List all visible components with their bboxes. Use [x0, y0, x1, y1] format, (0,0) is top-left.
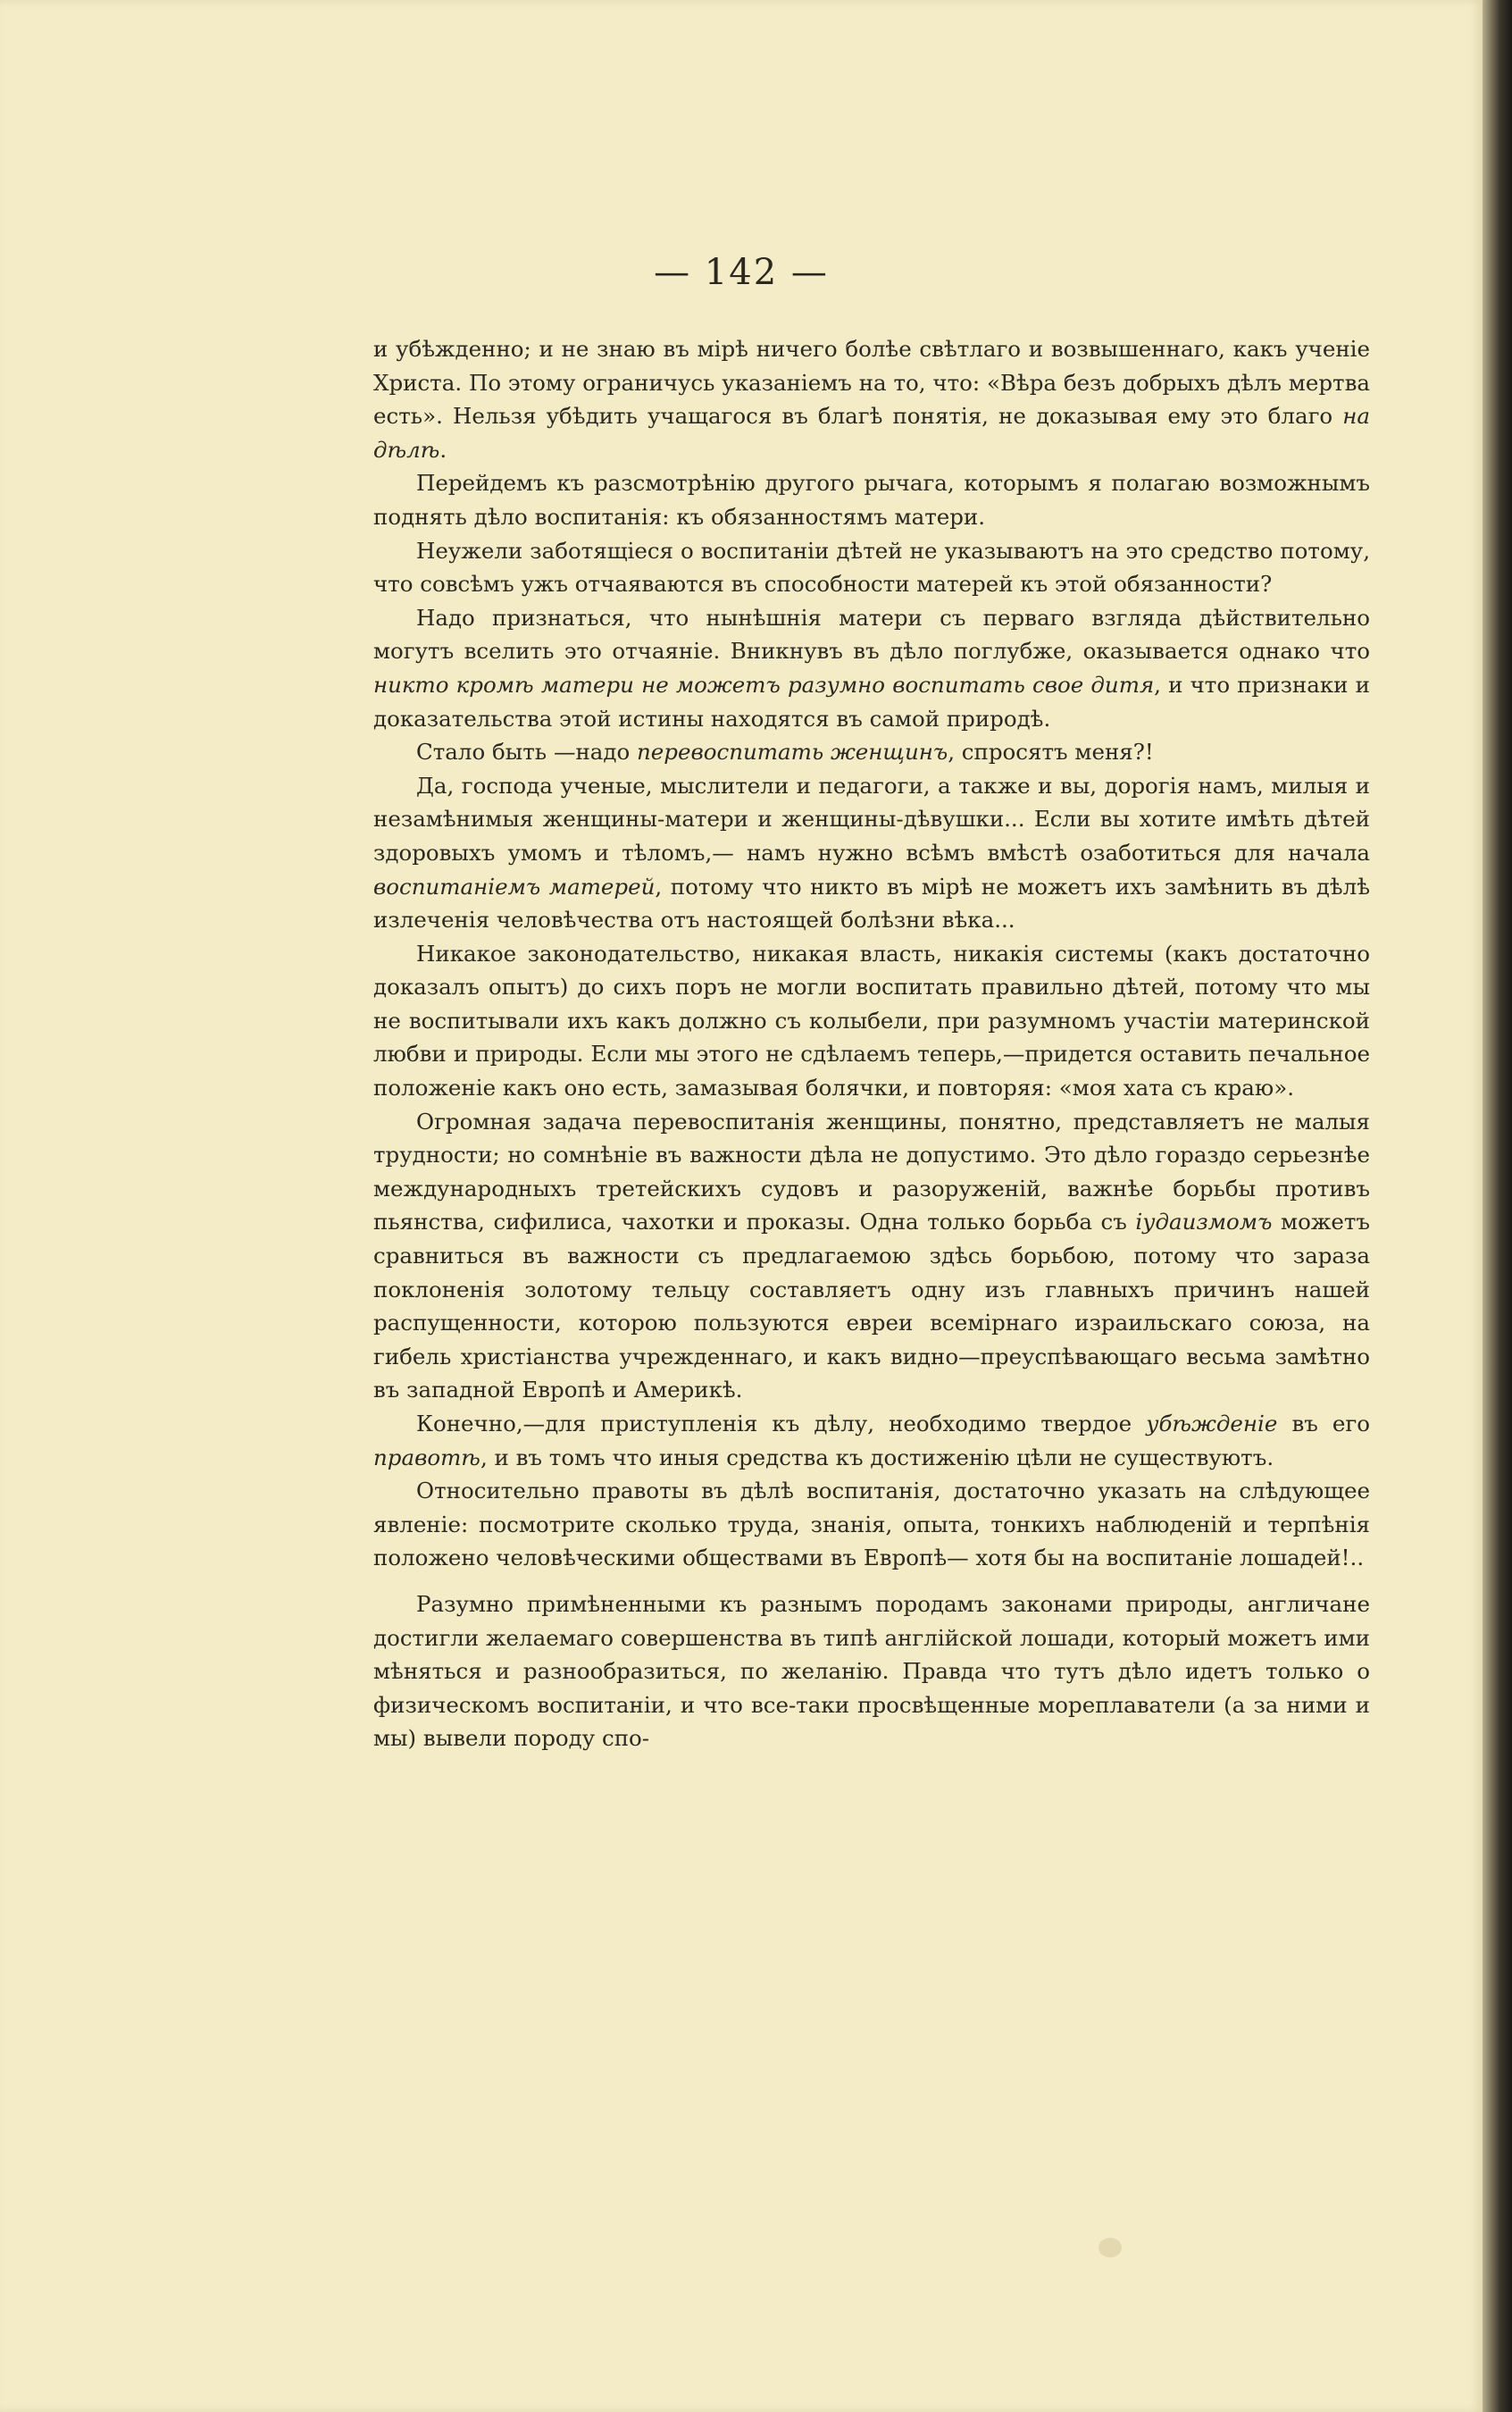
- paragraph: [373, 1474, 1370, 1575]
- paragraph: [373, 466, 1370, 533]
- emphasized-text: воспитаніемъ матерей: [373, 873, 656, 900]
- emphasized-text: іудаизмомъ: [1135, 1209, 1273, 1235]
- text-run: , спросятъ меня?!: [948, 739, 1154, 766]
- text-run: Никакое законодательство, никакая власть, никакія системы (какъ достаточно доказалъ опытъ) до сихъ поръ не могли воспитать правильно дѣтей, потому что мы не воспитывали ихъ какъ должно съ колыбели, при разумномъ участіи материнской любви и природы. Если мы этого не сдѣлаемъ теперь,—придется оставить печальное положеніе какъ оно есть, замазывая болячки, и повторяя: «моя хата съ краю».: [373, 940, 1370, 1101]
- text-run: въ его: [1277, 1411, 1370, 1436]
- paragraph: [373, 1587, 1370, 1755]
- paragraph: [373, 769, 1370, 937]
- paragraph: [373, 937, 1370, 1105]
- text-run: .: [439, 436, 447, 463]
- emphasized-text: правотѣ: [373, 1444, 480, 1470]
- text-run: , и что признаки и доказательства этой истины находятся въ самой природѣ.: [373, 671, 1370, 732]
- paragraph: [373, 1105, 1370, 1407]
- text-run: , потому что никто въ мірѣ не можетъ ихъ замѣнить въ дѣлѣ излеченія человѣчества отъ настоящей болѣзни вѣка...: [373, 873, 1370, 934]
- paragraph: [373, 601, 1370, 735]
- text-run: , и въ томъ что иныя средства къ достиженію цѣли не существуютъ.: [480, 1444, 1274, 1470]
- paragraph: [373, 534, 1370, 601]
- emphasized-text: перевоспитать женщинъ: [637, 739, 948, 766]
- text-run: Надо признаться, что нынѣшнія матери съ перваго взгляда дѣйствительно могутъ вселить это отчаяніе. Вникнувъ въ дѣло поглубже, оказывается однако что: [373, 604, 1370, 665]
- emphasized-text: убѣжденіе: [1146, 1411, 1278, 1436]
- paragraph: [373, 1407, 1370, 1474]
- text-run: Конечно,—для приступленія къ дѣлу, необходимо твердое: [416, 1411, 1147, 1436]
- paper-stain: [1098, 2238, 1122, 2257]
- text-run: и убѣжденно; и не знаю въ мірѣ ничего болѣе свѣтлаго и возвышеннаго, какъ ученіе Христа. По этому ограничусь указаніемъ на то, что: «Вѣра безъ добрыхъ дѣлъ мертва есть». Нельзя убѣдить учащагося въ благѣ понятія, не доказывая ему это благо: [373, 336, 1370, 430]
- page-body-text: [373, 332, 1370, 1755]
- text-run: Разумно примѣненными къ разнымъ породамъ законами природы, англичане достигли желаемаго совершенства въ типѣ англійской лошади, который можетъ ими мѣняться и разнообразиться, по желанію. Правда что тутъ дѣло идетъ только о физическомъ воспитаніи, и что все-таки просвѣщенные мореплаватели (а за ними и мы) вывели породу спо-: [373, 1590, 1370, 1752]
- emphasized-text: никто кромѣ матери не можетъ разумно воспитать свое дитя: [373, 671, 1155, 698]
- text-run: Да, господа ученые, мыслители и педагоги, а также и вы, дорогія намъ, милыя и незамѣнимыя женщины-матери и женщины-дѣвушки... Если вы хотите имѣть дѣтей здоровыхъ умомъ и тѣломъ,— намъ нужно всѣмъ вмѣстѣ озаботиться для начала: [373, 772, 1370, 866]
- page-number: — 142 —: [654, 252, 829, 293]
- text-run: Неужели заботящіеся о воспитаніи дѣтей не указываютъ на это средство потому, что совсѣмъ ужъ отчаяваются въ способности матерей къ этой обязанности?: [373, 537, 1370, 598]
- emphasized-text: на дѣлѣ: [373, 403, 1370, 463]
- paragraph: [373, 735, 1370, 769]
- text-run: Огромная задача перевоспитанія женщины, понятно, представляетъ не малыя трудности; но сомнѣніе въ важности дѣла не допустимо. Это дѣло гораздо серьезнѣе международныхъ третейскихъ судовъ и разоруженій, важнѣе борьбы противъ пьянства, сифилиса, чахотки и проказы. Одна только борьба съ: [373, 1108, 1370, 1235]
- text-run: Стало быть —надо: [416, 739, 637, 766]
- paragraph: [373, 332, 1370, 466]
- text-run: Перейдемъ къ разсмотрѣнію другого рычага, которымъ я полагаю возможнымъ поднять дѣло воспитанія: къ обязанностямъ матери.: [373, 470, 1370, 530]
- text-run: можетъ сравниться въ важности съ предлагаемою здѣсь борьбою, потому что зараза поклоненія золотому тельцу составляетъ одну изъ главныхъ причинъ нашей распущенности, которою пользуются евреи всемірнаго израильскаго союза, на гибель христіанства учрежденнаго, и какъ видно—преуспѣвающаго весьма замѣтно въ западной Европѣ и Америкѣ.: [373, 1209, 1370, 1403]
- page-edge-shadow: [1483, 0, 1512, 2412]
- text-run: Относительно правоты въ дѣлѣ воспитанія, достаточно указать на слѣдующее явленіе: посмотрите сколько труда, знанія, опыта, тонкихъ наблюденій и терпѣнія положено человѣческими обществами въ Европѣ— хотя бы на воспитаніе лошадей!..: [373, 1478, 1370, 1571]
